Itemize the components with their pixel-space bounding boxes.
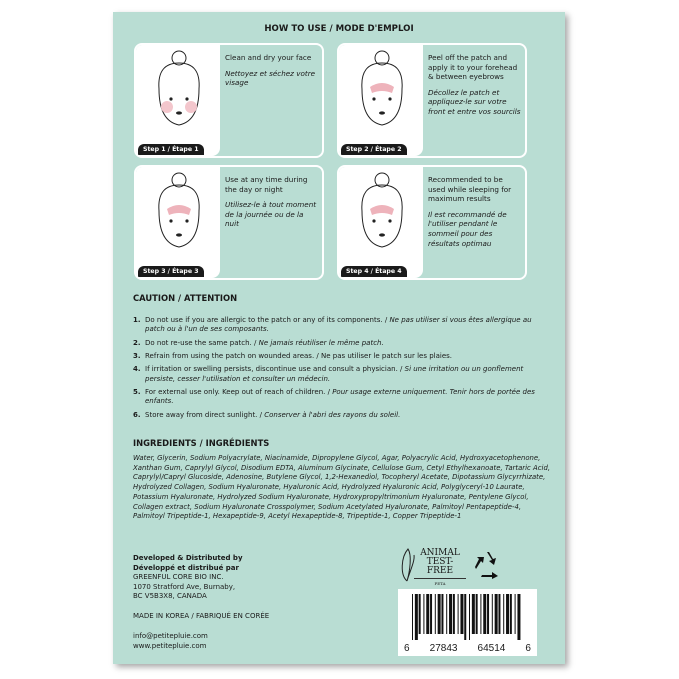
barcode-bar: [435, 594, 436, 634]
email-link[interactable]: info@petitepluie.com: [133, 632, 208, 640]
badges: [398, 545, 508, 585]
caution-text-en: Do not re-use the same patch. /: [145, 338, 257, 347]
step-text-en: Clean and dry your face: [225, 53, 312, 62]
caution-text-en: If irritation or swelling persists, discontinue use and consult a physician. /: [145, 365, 403, 374]
barcode-bar: [415, 594, 418, 640]
address-line-2: BC V5B3X8, CANADA: [133, 592, 207, 601]
step-text-fr: Décollez le patch et appliquez-le sur votre front et entre vos sourcils: [428, 87, 521, 116]
caution-item: [133, 352, 553, 361]
barcode-bar: [441, 594, 443, 634]
step-image: [339, 167, 423, 278]
ingredients-title: INGREDIENTS / INGRÉDIENTS: [133, 438, 270, 448]
step-text-fr: Utilisez-le à tout moment de la journée ou de la nuit: [225, 200, 317, 229]
caution-number: 2.: [133, 338, 141, 347]
barcode-bar: [460, 594, 463, 634]
face-illustration-icon: [345, 171, 419, 263]
barcode-digits: 64514: [477, 643, 506, 654]
barcode-bar: [469, 594, 470, 640]
step-image: [136, 167, 220, 278]
barcode-bar: [483, 594, 486, 634]
face-illustration-icon: [142, 171, 216, 263]
barcode-bar: [430, 594, 432, 634]
barcode-bars: [404, 594, 531, 640]
barcode-bar: [476, 594, 478, 634]
caution-number: 3.: [133, 351, 141, 360]
company-name: GREENFUL CORE BIO INC.: [133, 573, 224, 582]
barcode-bar: [426, 594, 429, 634]
step-text-en: Peel off the patch and apply it to your forehead & between eyebrows: [428, 53, 518, 82]
caution-number: 5.: [133, 387, 141, 396]
step-4: [337, 165, 527, 280]
caution-text-fr: Conserver à l'abri des rayons du soleil.: [264, 410, 401, 419]
barcode-bar: [487, 594, 489, 634]
distributor-line-en: Developed & Distributed by: [133, 554, 243, 562]
step-label: Step 1 / Étape 1: [138, 144, 204, 155]
step-text-en: Use at any time during the day or night: [225, 175, 308, 194]
face-illustration-icon: [142, 49, 216, 141]
barcode-bar: [480, 594, 481, 634]
caution-item: [133, 339, 553, 348]
barcode-bar: [446, 594, 447, 634]
caution-item: [133, 316, 553, 334]
barcode-bar: [517, 594, 520, 640]
barcode-digit: 6: [404, 643, 410, 654]
face-illustration-icon: [345, 49, 419, 141]
barcode-digit: 6: [525, 643, 531, 654]
caution-item: [133, 388, 553, 406]
barcode-bar: [458, 594, 459, 634]
barcode-bar: [464, 594, 466, 640]
caution-text-fr: Ne jamais réutiliser le même patch.: [258, 338, 384, 347]
caution-text-en: For external use only. Keep out of reach of children. /: [145, 387, 330, 396]
caution-number: 4.: [133, 365, 141, 374]
address-line-1: 1070 Stratford Ave, Burnaby,: [133, 582, 236, 591]
step-3: [134, 165, 324, 280]
caution-text-en: Store away from direct sunlight. /: [145, 410, 262, 419]
barcode-bar: [510, 594, 512, 634]
ingredients-text: Water, Glycerin, Sodium Polyacrylate, Niacinamide, Dipropylene Glycol, Agar, Polyacrylic Acid, Hydroxyacetophenone, Xanthan Gum, Caprylyl Glycol, Disodium EDTA, Aluminum Glycinate, Cellulose Gum, Cetyl Ethylhexanoate, Tartaric Acid, Caprylyl/Capryl Glucoside, Adenosine, Butylene Glycol, 1,2-Hexanediol, Tocopheryl Acetate, Dipotassium Glycyrrhizate, Hydrolyzed Collagen, Sodium Hyaluronate, Hyaluronic Acid, Hydrolyzed Hyaluronic Acid, Polyglyceryl-10 Laurate, Potassium Hyaluronate, Hydrolyzed Sodium Hyaluronate, Hydroxypropyltrimonium Hyaluronate, Pentylene Glycol, Collagen extract, Sodium Hyaluronate Crosspolymer, Sodium Acetylated Hyaluronate, Palmitoyl Pentapeptide-4, Palmitoyl Tripeptide-1, Hexapeptide-9, Acetyl Hexapeptide-8, Tripeptide-1, Copper Tripeptide-1: [133, 454, 551, 521]
step-label: Step 3 / Étape 3: [138, 266, 204, 277]
recycle-icon: [472, 549, 502, 579]
caution-number: 1.: [133, 316, 141, 324]
barcode: [398, 589, 537, 656]
package-back: [113, 12, 565, 664]
caution-text-en: Refrain from using the patch on wounded areas. / Ne pas utiliser le patch sur les plaies.: [145, 351, 452, 360]
step-label: Step 4 / Étape 4: [341, 266, 407, 277]
step-2: [337, 43, 527, 158]
animal-test-free-badge: ANIMAL TEST-FREE PETA: [414, 549, 466, 588]
distributor-info: [133, 554, 243, 602]
caution-text-fr: Si une irritation ou un gonflement persiste, cesser l'utilisation et consulter un médecin.: [145, 365, 524, 383]
barcode-bar: [515, 594, 516, 634]
caution-list: [133, 316, 553, 424]
step-1: [134, 43, 324, 158]
barcode-bar: [412, 594, 413, 640]
barcode-bar: [438, 594, 441, 634]
website-link[interactable]: www.petitepluie.com: [133, 641, 207, 650]
step-text-fr: Nettoyez et séchez votre visage: [225, 68, 316, 88]
step-label: Step 2 / Étape 2: [341, 144, 407, 155]
caution-text-fr: Ne pas utiliser si vous êtes allergique au patch ou à l'un de ses composants.: [145, 316, 532, 334]
caution-item: [133, 365, 553, 383]
step-text-en: Recommended to be used while sleeping for maximum results: [428, 175, 512, 204]
caution-title: CAUTION / ATTENTION: [133, 293, 238, 303]
caution-text-en: Do not use if you are allergic to the patch or any of its components. /: [145, 316, 388, 324]
barcode-bar: [449, 594, 452, 634]
barcode-bar: [506, 594, 509, 634]
origin: MADE IN KOREA / FABRIQUÉ EN CORÉE: [133, 612, 270, 620]
caution-item: [133, 411, 553, 420]
barcode-bar: [495, 594, 498, 634]
step-image: [136, 45, 220, 156]
distributor-line-fr: Développé et distribué par: [133, 563, 239, 572]
caution-number: 6.: [133, 410, 141, 419]
barcode-bar: [419, 594, 421, 634]
barcode-bar: [503, 594, 504, 634]
barcode-bar: [498, 594, 500, 634]
barcode-digits: 27843: [429, 643, 458, 654]
caution-text-fr: Pour usage externe uniquement. Tenir hors de portée des enfants.: [145, 387, 535, 406]
how-to-use-title: HOW TO USE / MODE D'EMPLOI: [264, 24, 414, 34]
step-image: [339, 45, 423, 156]
step-text-fr: Il est recommandé de l'utiliser pendant le sommeil pour des résultats optimau: [428, 209, 507, 248]
barcode-bar: [423, 594, 424, 634]
barcode-bar: [472, 594, 475, 634]
barcode-bar: [453, 594, 455, 634]
barcode-bar: [492, 594, 493, 634]
